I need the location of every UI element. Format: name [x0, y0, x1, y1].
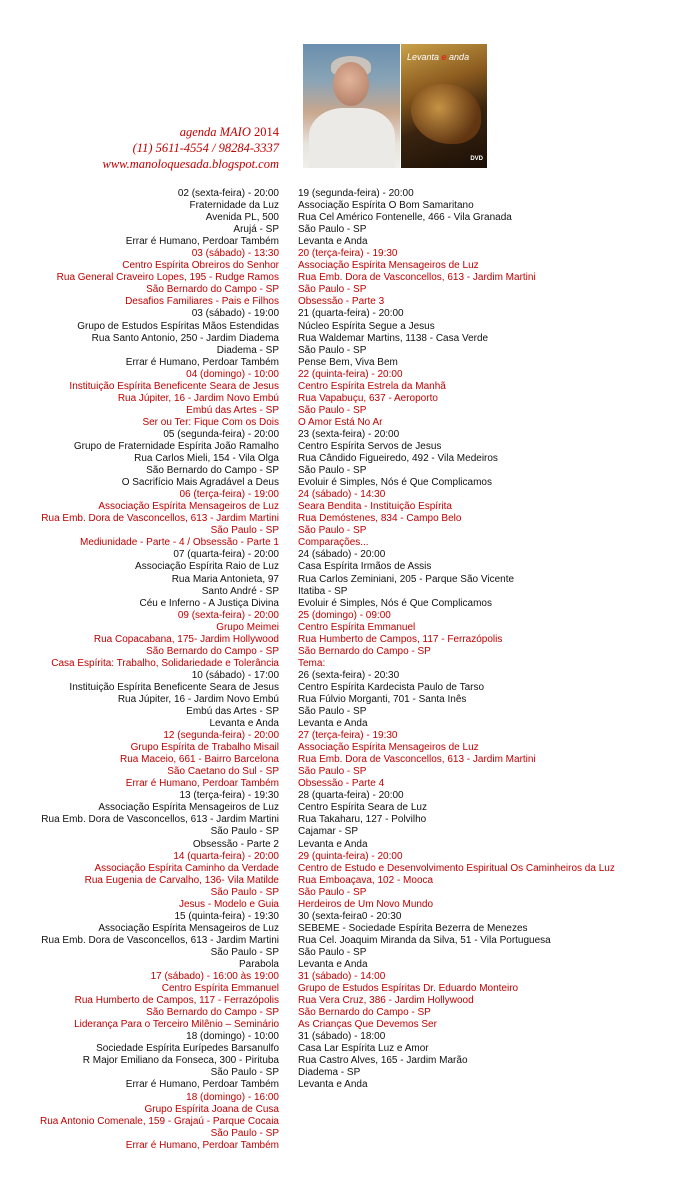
event-address: R Major Emiliano da Fonseca, 300 - Pirituba — [82, 1055, 279, 1067]
event-city: São Bernardo do Campo - SP — [146, 1007, 279, 1019]
event-topic: Ser ou Ter: Fique Com os Dois — [142, 416, 279, 428]
event-address: Avenida PL, 500 — [205, 212, 279, 224]
event-entry — [40, 369, 279, 429]
event-address: Rua Emb. Dora de Vasconcellos, 613 - Jardim Martini — [41, 934, 279, 946]
event-date: 13 (terça-feira) - 19:30 — [179, 790, 279, 802]
event-topic: Evoluir é Simples, Nós é Que Complicamos — [298, 597, 492, 609]
event-entry — [40, 971, 279, 1031]
event-date: 23 (sexta-feira) - 20:00 — [298, 428, 400, 440]
event-entry — [298, 188, 615, 248]
event-venue: SEBEME - Sociedade Espírita Bezerra de Menezes — [298, 922, 528, 934]
event-city: São Paulo - SP — [210, 525, 279, 537]
event-venue: Centro Espírita Obreiros do Senhor — [122, 260, 279, 272]
event-city: São Paulo - SP — [210, 1127, 279, 1139]
event-date: 22 (quinta-feira) - 20:00 — [298, 368, 403, 380]
event-entry — [40, 851, 279, 911]
event-venue: Centro Espírita Estrela da Manhã — [298, 380, 446, 392]
event-date: 19 (segunda-feira) - 20:00 — [298, 188, 414, 199]
event-entry — [298, 790, 615, 850]
dvd-title: Levanta e anda — [407, 52, 470, 62]
event-address: Rua Humberto de Campos, 117 - Ferrazópolis — [298, 633, 503, 645]
speaker-photo — [303, 44, 400, 168]
event-address: Rua Humberto de Campos, 117 - Ferrazópolis — [74, 995, 279, 1007]
event-venue: Grupo de Fraternidade Espírita João Ramalho — [73, 440, 279, 452]
event-city: Embú das Artes - SP — [186, 404, 279, 416]
event-venue: Sociedade Espírita Eurípedes Barsanulfo — [96, 1043, 279, 1055]
event-city: São Paulo - SP — [298, 465, 367, 477]
event-venue: Instituição Espírita Beneficente Seara de Jesus — [69, 380, 279, 392]
event-address: Rua Maria Antonieta, 97 — [171, 573, 279, 585]
event-topic: Liderança Para o Terceiro Milênio – Seminário — [74, 1019, 279, 1031]
event-venue: Grupo de Estudos Espíritas Mãos Estendidas — [77, 320, 279, 332]
event-city: São Paulo - SP — [298, 344, 367, 356]
event-address: Rua Fúlvio Morganti, 701 - Santa Inês — [298, 693, 467, 705]
event-entry — [40, 429, 279, 489]
event-topic: Casa Espírita: Trabalho, Solidariedade e Tolerância — [51, 657, 279, 669]
event-date: 18 (domingo) - 10:00 — [186, 1031, 279, 1043]
event-venue: Associação Espírita Caminho da Verdade — [94, 862, 279, 874]
event-venue: Grupo de Estudos Espíritas Dr. Eduardo Monteiro — [298, 983, 519, 995]
event-city: São Paulo - SP — [298, 706, 367, 718]
event-date: 10 (sábado) - 17:00 — [191, 669, 279, 681]
event-address: Rua Emb. Dora de Vasconcellos, 613 - Jardim Martini — [41, 814, 279, 826]
event-address: Rua Júpiter, 16 - Jardim Novo Embú — [117, 392, 279, 404]
event-address: Rua General Craveiro Lopes, 195 - Rudge Ramos — [56, 272, 279, 284]
event-date: 03 (sábado) - 19:00 — [191, 308, 279, 320]
event-city: São Paulo - SP — [298, 224, 367, 236]
event-city: São Paulo - SP — [298, 284, 367, 296]
event-city: São Paulo - SP — [210, 946, 279, 958]
event-venue: Fraternidade da Luz — [189, 200, 279, 212]
event-venue: Instituição Espírita Beneficente Seara de Jesus — [69, 681, 279, 693]
event-date: 31 (sábado) - 14:00 — [298, 971, 386, 983]
event-topic: Céu e Inferno - A Justiça Divina — [139, 597, 279, 609]
phone-numbers: (11) 5611-4554 / 98284-3337 — [132, 141, 279, 155]
event-topic: Errar é Humano, Perdoar Também — [125, 1139, 279, 1151]
event-address: Rua Vapabuçu, 637 - Aeroporto — [298, 392, 438, 404]
event-entry — [40, 1092, 279, 1152]
event-entry — [298, 911, 615, 971]
event-date: 21 (quarta-feira) - 20:00 — [298, 308, 404, 320]
event-venue: Centro Espírita Servos de Jesus — [298, 440, 442, 452]
event-city: São Paulo - SP — [298, 946, 367, 958]
event-date: 06 (terça-feira) - 19:00 — [179, 489, 279, 501]
event-entry — [40, 248, 279, 308]
event-city: Santo André - SP — [201, 585, 279, 597]
event-entry — [40, 911, 279, 971]
event-city: Itatiba - SP — [298, 585, 348, 597]
event-address: Rua Cel. Joaquim Miranda da Silva, 51 - Vila Portuguesa — [298, 934, 551, 946]
event-address: Rua Emb. Dora de Vasconcellos, 613 - Jardim Martini — [298, 754, 536, 766]
event-address: Rua Waldemar Martins, 1138 - Casa Verde — [298, 332, 489, 344]
event-date: 04 (domingo) - 10:00 — [186, 368, 279, 380]
event-date: 12 (segunda-feira) - 20:00 — [163, 730, 279, 742]
event-venue: Associação Espírita Mensageiros de Luz — [98, 501, 279, 513]
event-venue: Casa Espírita Irmãos de Assis — [298, 561, 432, 573]
event-venue: Casa Lar Espírita Luz e Amor — [298, 1043, 429, 1055]
event-entry — [40, 1031, 279, 1091]
event-venue: Grupo Espírita de Trabalho Misail — [130, 742, 279, 754]
event-venue: Associação Espírita Mensageiros de Luz — [298, 742, 479, 754]
events-column-left — [40, 188, 279, 1152]
event-topic: O Sacrifício Mais Agradável a Deus — [121, 477, 279, 489]
event-venue: Associação Espírita O Bom Samaritano — [298, 200, 474, 212]
event-entry — [298, 369, 615, 429]
event-date: 27 (terça-feira) - 19:30 — [298, 730, 398, 742]
blog-link[interactable]: www.manoloquesada.blogspot.com — [102, 157, 279, 171]
dvd-logo: DVD — [470, 156, 483, 162]
event-date: 18 (domingo) - 16:00 — [186, 1091, 279, 1103]
photo-face — [333, 62, 369, 106]
event-entry — [40, 188, 279, 248]
event-city: Arujá - SP — [233, 224, 279, 236]
event-topic: Obsessão - Parte 2 — [192, 838, 279, 850]
event-address: Rua Emboaçava, 102 - Mooca — [298, 874, 434, 886]
event-venue: Centro Espírita Emmanuel — [298, 621, 416, 633]
event-topic: Tema: — [298, 657, 326, 669]
event-address: Rua Copacabana, 175- Jardim Hollywood — [93, 633, 279, 645]
event-address: Rua Eugenia de Carvalho, 136- Vila Matilde — [84, 874, 279, 886]
event-entry — [298, 610, 615, 670]
event-topic: Evoluir é Simples, Nós é Que Complicamos — [298, 477, 492, 489]
event-venue: Centro Espírita Seara de Luz — [298, 802, 427, 814]
event-date: 14 (quarta-feira) - 20:00 — [173, 850, 279, 862]
event-entry — [40, 489, 279, 549]
event-address: Rua Antonio Comenale, 159 - Grajaú - Parque Cocaia — [39, 1115, 279, 1127]
event-topic: Levanta e Anda — [209, 718, 279, 730]
event-venue: Centro de Estudo e Desenvolvimento Espiritual Os Caminheiros da Luz — [298, 862, 615, 874]
event-topic: Mediunidade - Parte - 4 / Obsessão - Parte 1 — [80, 537, 279, 549]
event-city: São Paulo - SP — [210, 826, 279, 838]
event-date: 25 (domingo) - 09:00 — [298, 609, 391, 621]
event-city: Embú das Artes - SP — [186, 706, 279, 718]
events-column-right — [298, 188, 615, 1092]
event-entry — [40, 610, 279, 670]
event-date: 09 (sexta-feira) - 20:00 — [177, 609, 279, 621]
event-city: São Bernardo do Campo - SP — [146, 645, 279, 657]
event-entry — [298, 549, 615, 609]
event-city: Diadema - SP — [298, 1067, 361, 1079]
event-venue: Núcleo Espírita Segue a Jesus — [298, 320, 435, 332]
event-topic: Levanta e Anda — [298, 236, 368, 248]
event-topic: O Amor Está No Ar — [298, 416, 383, 428]
event-address: Rua Carlos Zeminiani, 205 - Parque São Vicente — [298, 573, 515, 585]
event-entry — [298, 1031, 615, 1091]
event-entry — [40, 308, 279, 368]
event-venue: Grupo Meimei — [216, 621, 279, 633]
event-date: 05 (segunda-feira) - 20:00 — [163, 428, 279, 440]
event-entry — [298, 851, 615, 911]
event-address: Rua Júpiter, 16 - Jardim Novo Embú — [117, 693, 279, 705]
page-header — [0, 0, 684, 180]
event-topic: Errar é Humano, Perdoar Também — [125, 356, 279, 368]
event-topic: Herdeiros de Um Novo Mundo — [298, 898, 434, 910]
event-topic: Levanta e Anda — [298, 1079, 368, 1091]
event-topic: Pense Bem, Viva Bem — [298, 356, 398, 368]
event-address: Rua Demóstenes, 834 - Campo Belo — [298, 513, 462, 525]
event-city: Diadema - SP — [216, 344, 279, 356]
event-city: Cajamar - SP — [298, 826, 359, 838]
event-date: 24 (sábado) - 14:30 — [298, 489, 386, 501]
event-entry — [298, 429, 615, 489]
photo-shirt — [309, 108, 395, 168]
dvd-cover-horse — [411, 84, 481, 144]
event-venue: Associação Espírita Mensageiros de Luz — [98, 802, 279, 814]
event-venue: Centro Espírita Kardecista Paulo de Tarso — [298, 681, 485, 693]
event-city: São Bernardo do Campo - SP — [298, 645, 431, 657]
event-date: 17 (sábado) - 16:00 às 19:00 — [150, 971, 279, 983]
event-topic: As Crianças Que Devemos Ser — [298, 1019, 437, 1031]
event-topic: Errar é Humano, Perdoar Também — [125, 778, 279, 790]
event-entry — [298, 670, 615, 730]
event-date: 07 (quarta-feira) - 20:00 — [173, 549, 279, 561]
event-venue: Associação Espírita Mensageiros de Luz — [98, 922, 279, 934]
event-address: Rua Takaharu, 127 - Polvilho — [298, 814, 427, 826]
event-topic: Obsessão - Parte 4 — [298, 778, 385, 790]
event-venue: Seara Bendita - Instituição Espírita — [298, 501, 452, 513]
event-date: 26 (sexta-feira) - 20:30 — [298, 669, 400, 681]
event-city: São Caetano do Sul - SP — [167, 766, 279, 778]
event-date: 31 (sábado) - 18:00 — [298, 1031, 386, 1043]
event-address: Rua Cel Américo Fontenelle, 466 - Vila Granada — [298, 212, 512, 224]
event-venue: Associação Espírita Raio de Luz — [135, 561, 279, 573]
event-city: São Paulo - SP — [298, 525, 367, 537]
event-date: 28 (quarta-feira) - 20:00 — [298, 790, 404, 802]
event-address: Rua Emb. Dora de Vasconcellos, 613 - Jardim Martini — [41, 513, 279, 525]
dvd-cover-image — [401, 44, 487, 168]
agenda-title: agenda MAIO 2014 — [179, 125, 279, 139]
contact-block — [102, 124, 279, 172]
event-entry — [298, 489, 615, 549]
event-entry — [298, 971, 615, 1031]
event-date: 15 (quinta-feira) - 19:30 — [174, 910, 279, 922]
event-address: Rua Santo Antonio, 250 - Jardim Diadema — [91, 332, 279, 344]
event-venue: Grupo Espírita Joana de Cusa — [144, 1103, 279, 1115]
event-city: São Paulo - SP — [210, 886, 279, 898]
event-address: Rua Maceio, 661 - Bairro Barcelona — [120, 754, 279, 766]
event-venue: Associação Espírita Mensageiros de Luz — [298, 260, 479, 272]
event-city: São Paulo - SP — [298, 404, 367, 416]
event-address: Rua Cândido Figueiredo, 492 - Vila Medeiros — [298, 453, 498, 465]
event-date: 30 (sexta-feira0 - 20:30 — [298, 910, 402, 922]
event-topic: Jesus - Modelo e Guia — [178, 898, 279, 910]
event-date: 02 (sexta-feira) - 20:00 — [177, 188, 279, 199]
event-address: Rua Castro Alves, 165 - Jardim Marão — [298, 1055, 468, 1067]
event-address: Rua Carlos Mieli, 154 - Vila Olga — [134, 453, 279, 465]
event-entry — [40, 549, 279, 609]
event-topic: Levanta e Anda — [298, 838, 368, 850]
event-entry — [298, 308, 615, 368]
event-address: Rua Vera Cruz, 386 - Jardim Hollywood — [298, 995, 474, 1007]
event-city: São Paulo - SP — [298, 886, 367, 898]
event-city: São Bernardo do Campo - SP — [298, 1007, 431, 1019]
event-date: 20 (terça-feira) - 19:30 — [298, 248, 398, 260]
event-date: 24 (sábado) - 20:00 — [298, 549, 386, 561]
event-date: 03 (sábado) - 13:30 — [191, 248, 279, 260]
event-city: São Bernardo do Campo - SP — [146, 284, 279, 296]
event-topic: Comparações... — [298, 537, 369, 549]
event-entry — [40, 790, 279, 850]
event-city: São Paulo - SP — [210, 1067, 279, 1079]
event-city: São Bernardo do Campo - SP — [146, 465, 279, 477]
event-topic: Obsessão - Parte 3 — [298, 296, 385, 308]
event-topic: Parabola — [238, 959, 279, 970]
event-entry — [298, 248, 615, 308]
event-entry — [298, 730, 615, 790]
event-city: São Paulo - SP — [298, 766, 367, 778]
event-date: 29 (quinta-feira) - 20:00 — [298, 850, 403, 862]
event-topic: Errar é Humano, Perdoar Também — [125, 236, 279, 248]
event-topic: Levanta e Anda — [298, 959, 368, 970]
event-entry — [40, 730, 279, 790]
event-entry — [40, 670, 279, 730]
event-venue: Centro Espírita Emmanuel — [161, 983, 279, 995]
event-topic: Levanta e Anda — [298, 718, 368, 730]
event-address: Rua Emb. Dora de Vasconcellos, 613 - Jardim Martini — [298, 272, 536, 284]
event-topic: Desafios Familiares - Pais e Filhos — [125, 296, 279, 308]
event-topic: Errar é Humano, Perdoar Também — [125, 1079, 279, 1091]
